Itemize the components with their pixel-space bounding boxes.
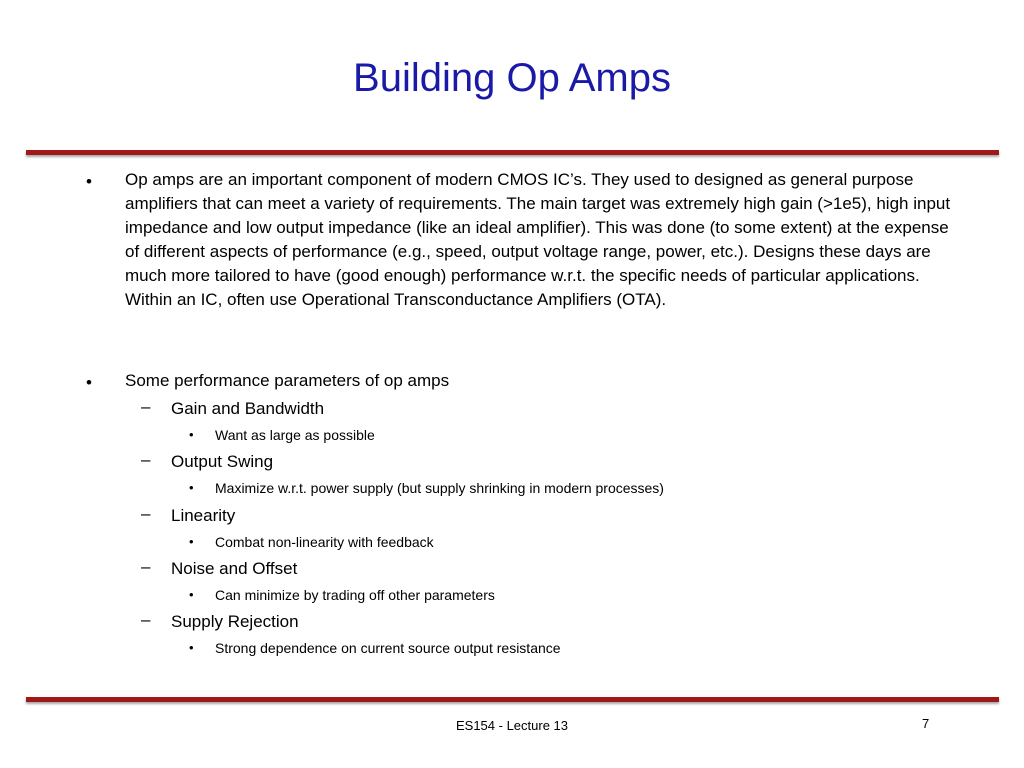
detail-bullet-marker: •: [189, 480, 194, 495]
detail-bullet-marker: •: [189, 534, 194, 549]
top-divider: [26, 150, 999, 155]
sub-bullet-text: Output Swing: [171, 452, 274, 471]
sub-bullet-marker: –: [141, 557, 151, 576]
page-number: 7: [922, 716, 930, 731]
sub-bullet-marker: –: [141, 397, 151, 416]
detail-bullet-marker: •: [189, 640, 194, 655]
detail-bullet-marker: •: [189, 427, 194, 442]
slide-title: Building Op Amps: [353, 56, 671, 100]
sub-bullet-text: Gain and Bandwidth: [171, 399, 325, 418]
sub-bullet-marker: –: [141, 450, 151, 469]
sub-bullet-text: Linearity: [171, 506, 236, 525]
bottom-divider: [26, 697, 999, 702]
bullet-marker: •: [86, 373, 92, 392]
detail-text: Want as large as possible: [215, 427, 375, 443]
sub-bullet-text: Supply Rejection: [171, 612, 299, 631]
footer-text: ES154 - Lecture 13: [455, 718, 569, 733]
sub-bullet-marker: –: [141, 504, 151, 523]
detail-bullet-marker: •: [189, 587, 194, 602]
sub-bullet-text: Noise and Offset: [171, 559, 298, 578]
bullet-marker: •: [86, 172, 92, 191]
detail-text: Strong dependence on current source output resistance: [215, 640, 561, 656]
sub-bullet-marker: –: [141, 610, 151, 629]
bullet-text: Op amps are an important component of modern CMOS IC’s. They used to designed as general purpose amplifiers that can meet a variety of requirements. The main target was extremely high gain (>1e5), high input impedance and low output impedance (like an ideal amplifier). This was done (to some extent) at the expense of different aspects of performance (e.g., speed, output voltage range, power, etc.). Designs these days are much more tailored to have (good enough) performance w.r.t. the specific needs of particular applications. Within an IC, often use Operational Transconductance Amplifiers (OTA).: [125, 170, 951, 309]
detail-text: Maximize w.r.t. power supply (but supply shrinking in modern processes): [215, 480, 664, 496]
detail-text: Can minimize by trading off other parameters: [215, 587, 495, 603]
bullet-text: Some performance parameters of op amps: [125, 371, 450, 390]
detail-text: Combat non-linearity with feedback: [215, 534, 434, 550]
